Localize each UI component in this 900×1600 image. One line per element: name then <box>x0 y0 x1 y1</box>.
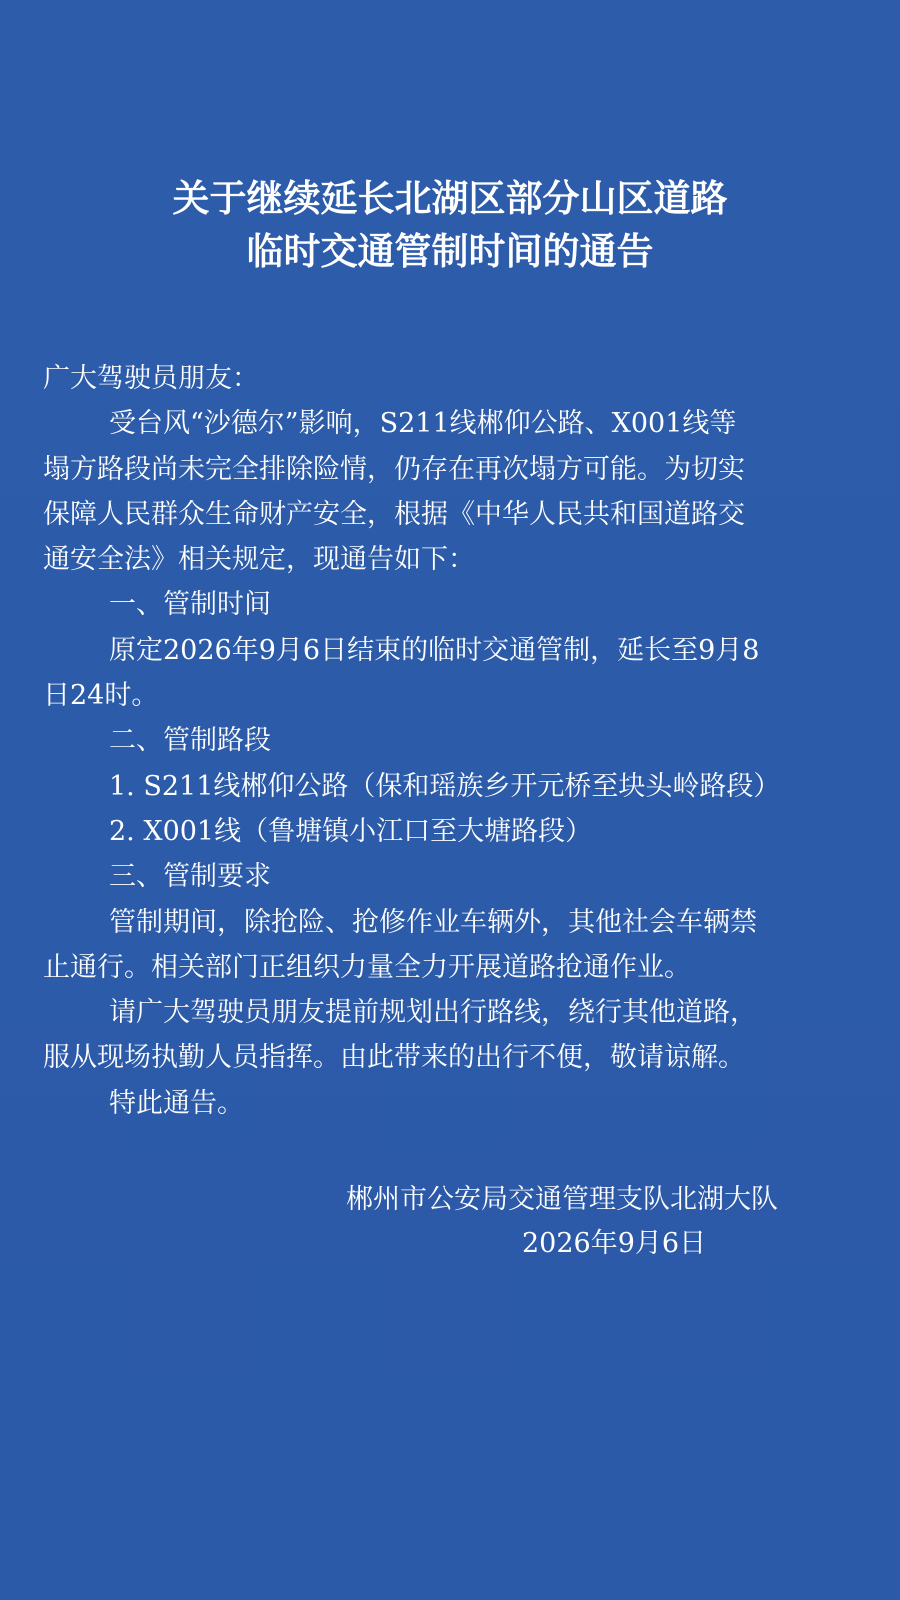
issue-date: 2026年9月6日 <box>522 1228 707 1259</box>
section-3-line-1: 管制期间，除抢险、抢修作业车辆外，其他社会车辆禁 <box>109 906 757 938</box>
greeting: 广大驾驶员朋友： <box>43 363 259 394</box>
section-2-heading: 二、管制路段 <box>109 725 271 757</box>
intro-line-3: 保障人民群众生命财产安全，根据《中华人民共和国道路交 <box>43 498 745 530</box>
intro-line-1: 受台风“沙德尔”影响，S211线郴仰公路、X001线等 <box>109 408 737 440</box>
section-2-item-2: 2. X001线（鲁塘镇小江口至大塘路段） <box>109 815 593 847</box>
notice-title <box>0 172 900 278</box>
closing-text: 特此通告。 <box>109 1087 244 1119</box>
section-3-line-2: 止通行。相关部门正组织力量全力开展道路抢通作业。 <box>43 951 691 983</box>
section-2-item-1: 1. S211线郴仰公路（保和瑶族乡开元桥至块头岭路段） <box>109 770 781 802</box>
notice-body <box>43 356 863 1126</box>
title-line-2: 临时交通管制时间的通告 <box>246 229 654 273</box>
section-3-heading: 三、管制要求 <box>109 861 271 893</box>
appeal-line-1: 请广大驾驶员朋友提前规划出行路线，绕行其他道路， <box>109 997 757 1029</box>
title-line-1: 关于继续延长北湖区部分山区道路 <box>172 176 728 220</box>
section-1-line-2: 日24时。 <box>43 680 159 712</box>
appeal-line-2: 服从现场执勤人员指挥。由此带来的出行不便，敬请谅解。 <box>43 1042 745 1074</box>
section-1-heading: 一、管制时间 <box>109 589 271 621</box>
issuer-name: 郴州市公安局交通管理支队北湖大队 <box>346 1184 778 1215</box>
intro-line-4: 通安全法》相关规定，现通告如下： <box>43 544 475 576</box>
intro-line-2: 塌方路段尚未完全排除险情，仍存在再次塌方可能。为切实 <box>43 453 745 485</box>
section-1-line-1: 原定2026年9月6日结束的临时交通管制，延长至9月8 <box>109 634 760 666</box>
